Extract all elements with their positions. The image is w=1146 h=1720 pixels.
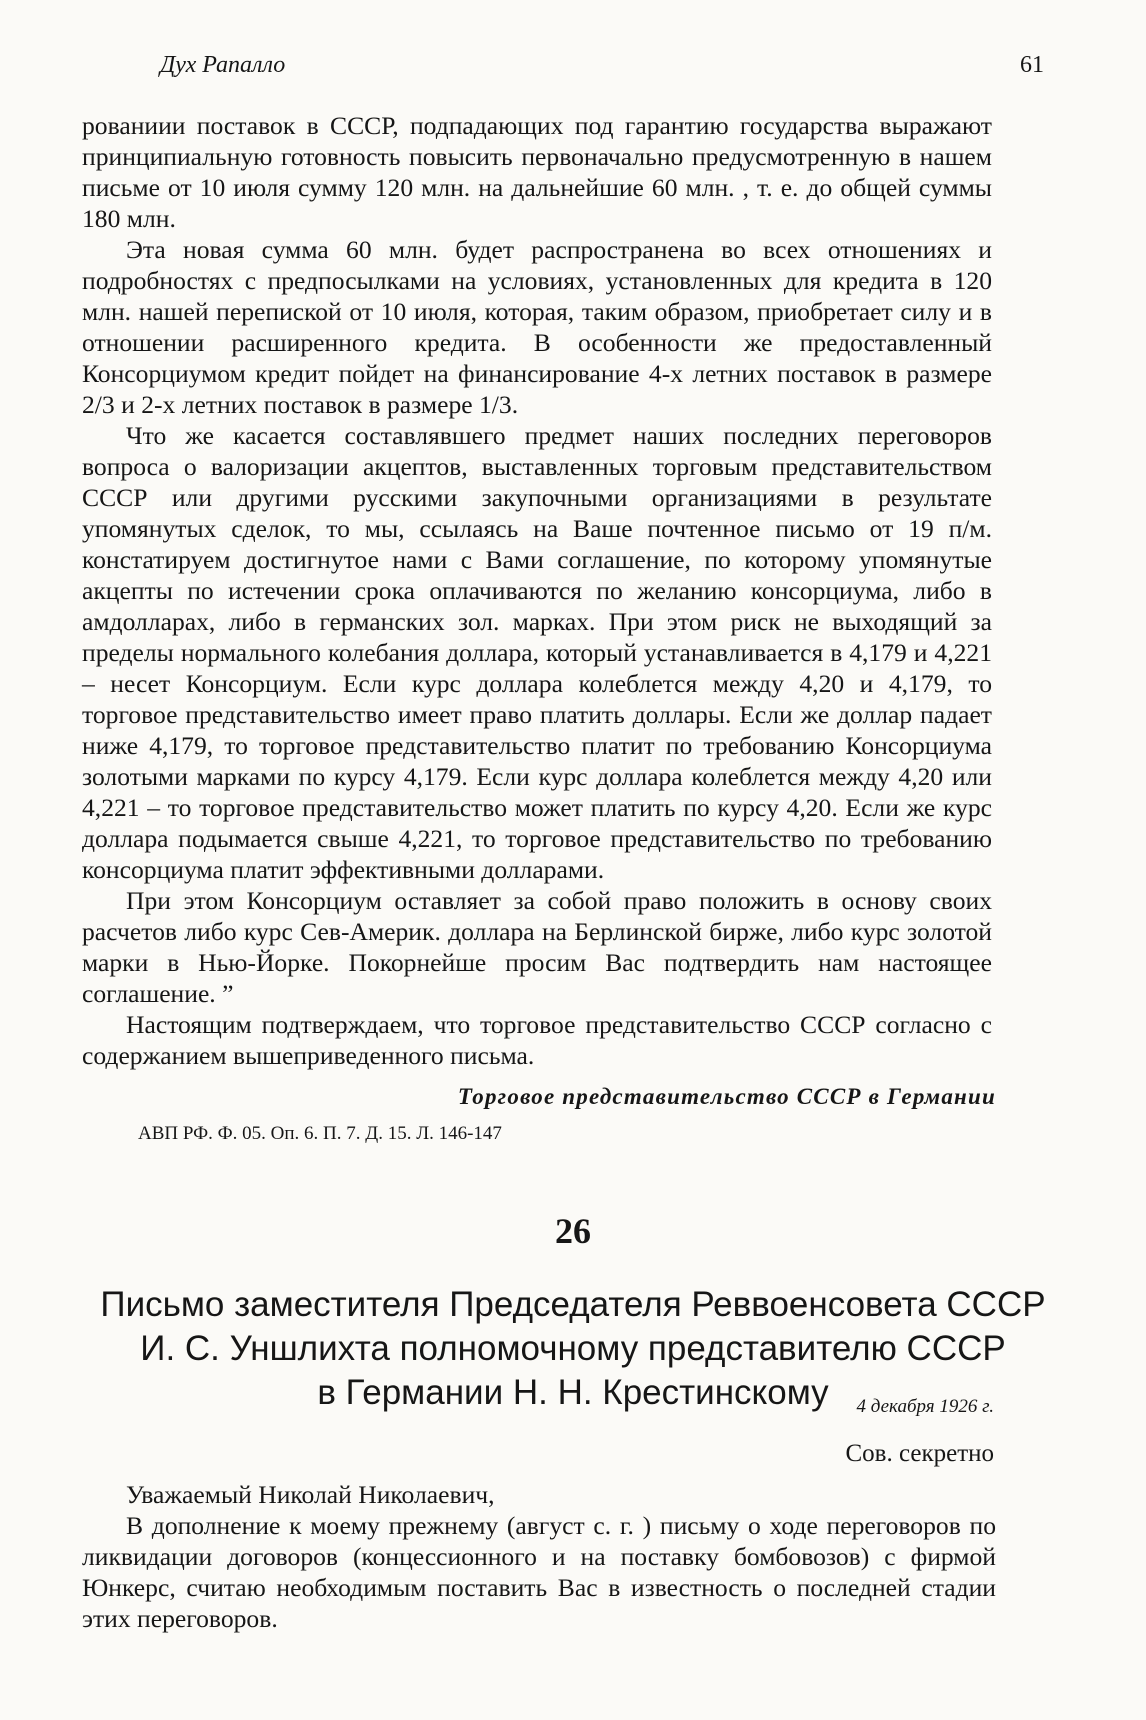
document-number: 26: [555, 1211, 591, 1251]
document-title-line-1: Письмо заместителя Председателя Реввоенсовета СССР: [100, 1285, 1046, 1324]
document-date: 4 декабря 1926 г.: [856, 1396, 994, 1417]
body-text: [82, 110, 992, 1071]
paragraph-5: Настоящим подтверждаем, что торговое представительство СССР согласно с содержанием вышеприведенного письма.: [82, 1010, 992, 1070]
paragraph-2: Эта новая сумма 60 млн. будет распространена во всех отношениях и подробностях с предпосылками на условиях, установленных для кредита в 120 млн. нашей перепиской от 10 июля, которая, таким образом, приобретает силу и в отношении расширенного кредита. В особенности же предоставленный Консорциумом кредит пойдет на финансирование 4-х летних поставок в размере 2/3 и 2-х летних поставок в размере 1/3.: [82, 235, 992, 419]
paragraph-4: При этом Консорциум оставляет за собой право положить в основу своих расчетов либо курс Сев-Америк. доллара на Берлинской бирже, либо курс золотой марки в Нью-Йорке. Покорнейше просим Вас подтвердить нам настоящее соглашение. ”: [82, 886, 992, 1008]
archive-reference: АВП РФ. Ф. 05. Оп. 6. П. 7. Д. 15. Л. 146-147: [138, 1123, 502, 1144]
salutation: Уважаемый Николай Николаевич,: [126, 1480, 495, 1509]
document-title-line-3: в Германии Н. Н. Крестинскому: [317, 1373, 829, 1412]
signature: Торговое представительство СССР в Германии: [457, 1084, 996, 1109]
paragraph-3: Что же касается составлявшего предмет наших последних переговоров вопроса о валоризации акцептов, выставленных торговым представительством СССР или другими русскими закупочными организациями в результате упомянутых сделок, то мы, ссылаясь на Ваше почтенное письмо от 19 п/м. констатируем достигнутое нами с Вами соглашение, по которому упомянутые акцепты по истечении срока оплачиваются по желанию консорциума, либо в амдолларах, либо в германских зол. марках. При этом риск не выходящий за пределы нормального колебания доллара, который устанавливается в 4,179 и 4,221 – несет Консорциум. Если курс доллара колеблется между 4,20 и 4,179, то торговое представительство имеет право платить доллары. Если же доллар падает ниже 4,179, то торговое представительство платит по требованию Консорциума золотыми марками по курсу 4,179. Если курс доллара колеблется между 4,20 или 4,221 – то торговое представительство может платить по курсу 4,20. Если же курс доллара подымается свыше 4,221, то торговое представительство по требованию консорциума платит эффективными долларами.: [82, 421, 992, 884]
paragraph-1: рованиии поставок в СССР, подпадающих под гарантию государства выражают принципиальную готовность повысить первоначально предусмотренную в нашем письме от 10 июля сумму 120 млн. на дальнейшие 60 млн. , т. е. до общей суммы 180 млн.: [82, 111, 992, 233]
letter-paragraph-1: В дополнение к моему прежнему (август с. г. ) письму о ходе переговоров по ликвидации договоров (концессионного и на поставку бомбовозов) с фирмой Юнкерс, считаю необходимым поставить Вас в известность о последней стадии этих переговоров.: [82, 1511, 996, 1633]
classification-mark: Сов. секретно: [845, 1440, 994, 1467]
document-title-line-2: И. С. Уншлихта полномочному представителю СССР: [140, 1329, 1006, 1368]
letter-text: [82, 1479, 996, 1634]
running-title: Дух Рапалло: [160, 52, 286, 78]
page-number: 61: [1020, 52, 1044, 78]
